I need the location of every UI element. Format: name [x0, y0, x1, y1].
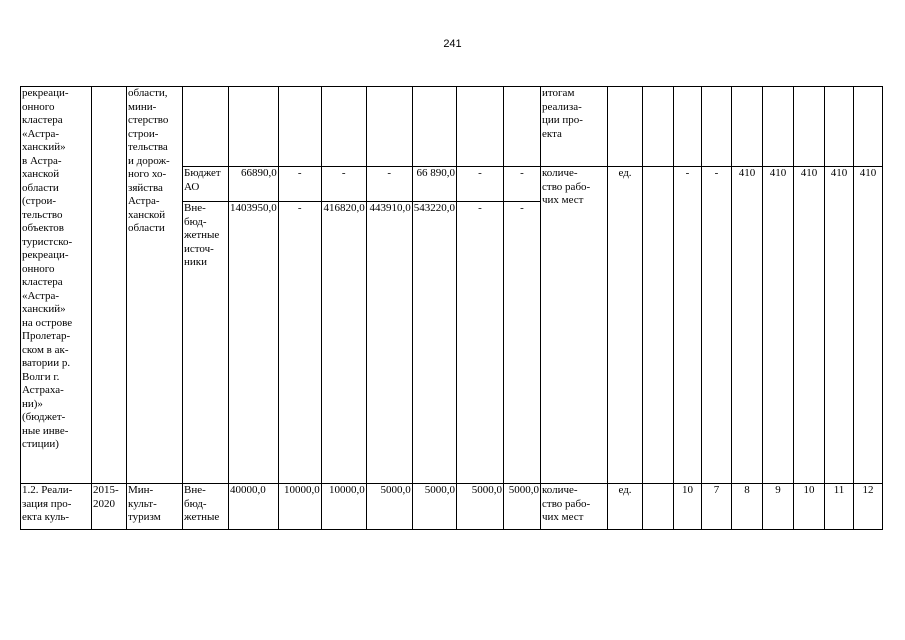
year-cell: 443910,0	[366, 202, 412, 484]
year-cell: -	[321, 167, 366, 202]
year-cell: -	[278, 167, 321, 202]
value-cell	[643, 167, 674, 484]
value-cell: 10	[794, 484, 825, 530]
value-cell: -	[674, 167, 702, 484]
executor-cell: Мин- культ- туризм	[127, 484, 183, 530]
year-cell: -	[278, 202, 321, 484]
total-cell: 1403950,0	[229, 202, 279, 484]
value-cell: 12	[854, 484, 883, 530]
value-cell: 11	[825, 484, 854, 530]
year-cell: -	[457, 202, 504, 484]
value-cell: 9	[763, 484, 794, 530]
source-extra-budget: Вне- бюд- жетные источ- ники	[183, 202, 229, 484]
measure-description-cell: рекреаци- онного кластера «Астра- ханский» в Астра- ханской области (строи- тельство объектов туристско- рекреаци- онного кластера «Астра- ханский» на острове Пролетар- ском в ак- ватории р. Волги г. Астраха- ни)» (бюджет- ные инве- стиции)	[21, 87, 92, 484]
indicator-cell: количе- ство рабо- чих мест	[541, 167, 608, 484]
indicator-cell-top: итогам реализа- ции про- екта	[541, 87, 608, 167]
value-cell: 10	[674, 484, 702, 530]
year-cell: 5000,0	[412, 484, 456, 530]
unit-cell: ед.	[608, 484, 643, 530]
year-cell: -	[457, 167, 504, 202]
value-cell: 410	[825, 167, 854, 484]
indicator-cell: количе- ство рабо- чих мест	[541, 484, 608, 530]
year-cell: -	[504, 202, 541, 484]
year-cell: 543220,0	[412, 202, 456, 484]
total-cell: 40000,0	[229, 484, 279, 530]
value-cell: 410	[854, 167, 883, 484]
year-cell: 10000,0	[321, 484, 366, 530]
value-cell: 410	[794, 167, 825, 484]
value-cell: 7	[702, 484, 732, 530]
period-cell	[92, 87, 127, 484]
value-cell	[643, 484, 674, 530]
value-cell: -	[702, 167, 732, 484]
unit-cell: ед.	[608, 167, 643, 484]
executor-cell: области, мини- стерство строи- тельства и дорож- ного хо- зяйства Астра- ханской области	[127, 87, 183, 484]
source-budget-ao: Бюджет АО	[183, 167, 229, 202]
source-cell: Вне- бюд- жетные	[183, 484, 229, 530]
measure-description-cell: 1.2. Реали- зация про- екта куль-	[21, 484, 92, 530]
source-cell-empty	[183, 87, 229, 167]
year-cell: -	[366, 167, 412, 202]
year-cell: 10000,0	[278, 484, 321, 530]
table-row-header-continuation	[21, 87, 883, 167]
total-cell: 66890,0	[229, 167, 279, 202]
page-number: 241	[443, 38, 462, 50]
year-cell: 5000,0	[366, 484, 412, 530]
year-cell: 5000,0	[504, 484, 541, 530]
year-cell: 416820,0	[321, 202, 366, 484]
value-cell: 8	[732, 484, 763, 530]
value-cell: 410	[732, 167, 763, 484]
value-cell: 410	[763, 167, 794, 484]
program-table	[20, 86, 883, 530]
period-cell: 2015- 2020	[92, 484, 127, 530]
year-cell: 5000,0	[457, 484, 504, 530]
year-cell: 66 890,0	[412, 167, 456, 202]
year-cell: -	[504, 167, 541, 202]
table-row-1-2	[21, 484, 883, 530]
